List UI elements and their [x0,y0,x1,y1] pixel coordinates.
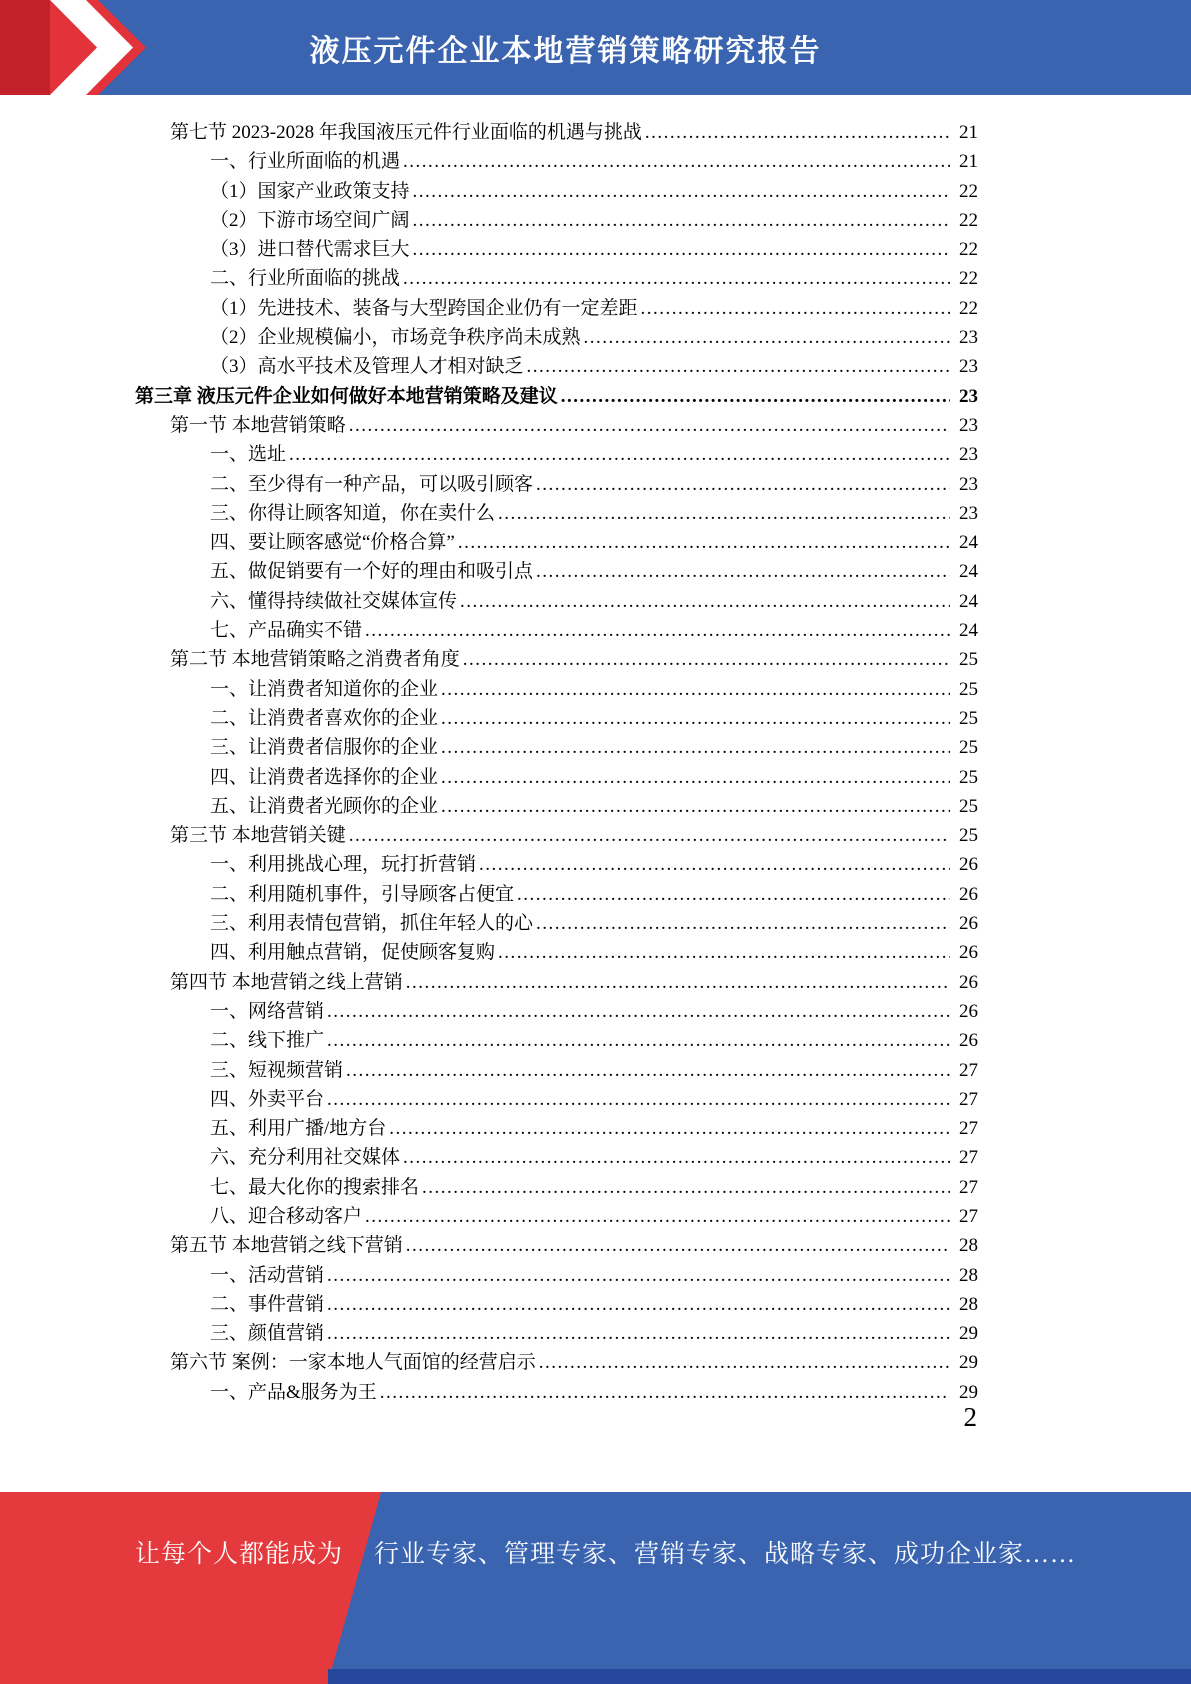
toc-page-number: 26 [959,1000,978,1022]
toc-row [135,1114,978,1143]
toc-dot-leader [536,557,950,586]
toc-entry-text: 三、颜值营销 [210,1323,325,1345]
toc-row [135,235,978,264]
toc-entry-text: 二、行业所面临的挑战 [210,268,401,290]
toc-entry-text: 五、利用广播/地方台 [210,1118,387,1140]
toc-row [135,792,978,821]
toc-dot-leader [327,1319,950,1348]
toc-dot-leader [527,352,950,381]
toc-dot-leader [349,411,950,440]
footer-dark-strip [328,1669,1191,1684]
toc-entry-text: 第三章 液压元件企业如何做好本地营销策略及建议 [135,385,558,407]
toc-row [135,587,978,616]
toc-dot-leader [463,645,950,674]
toc-dot-leader [498,499,950,528]
toc-page-number: 26 [959,942,978,964]
toc-dot-leader [441,733,950,762]
toc-dot-leader [365,1202,950,1231]
toc-dot-leader [441,763,950,792]
toc-dot-leader [403,1143,950,1172]
toc-entry-text: （1）国家产业政策支持 [210,180,410,202]
toc-entry-text: 二、让消费者喜欢你的企业 [210,707,439,729]
toc-row [135,323,978,352]
toc-page-number: 29 [959,1323,978,1345]
toc-row [135,1290,978,1319]
toc-row [135,763,978,792]
toc-row [135,499,978,528]
toc-row [135,470,978,499]
toc-page-number: 29 [959,1381,978,1403]
toc-dot-leader [441,792,950,821]
toc-page-number: 23 [959,414,978,436]
toc-page-number: 22 [959,268,978,290]
toc-entry-text: 一、利用挑战心理，玩打折营销 [210,854,477,876]
toc-entry-text: 第七节 2023-2028 年我国液压元件行业面临的机遇与挑战 [170,122,642,143]
toc-row [135,909,978,938]
toc-page-number: 26 [959,913,978,935]
toc-entry-text: 三、让消费者信服你的企业 [210,737,439,759]
toc-row [135,411,978,440]
toc-dot-leader [422,1173,950,1202]
toc-page-number: 23 [959,502,978,524]
toc-row [135,264,978,293]
toc-entry-text: 一、行业所面临的机遇 [210,151,401,173]
toc-dot-leader [584,323,950,352]
toc-dot-leader [441,675,950,704]
toc-entry-text: 三、短视频营销 [210,1059,344,1081]
toc-row [135,880,978,909]
toc-page-number: 28 [959,1264,978,1286]
toc-entry-text: 二、至少得有一种产品，可以吸引顾客 [210,473,534,495]
toc-entry-text: 第五节 本地营销之线下营销 [170,1235,403,1257]
toc-entry-text: 六、懂得持续做社交媒体宣传 [210,590,458,612]
toc-row [135,645,978,674]
toc-page-number: 27 [959,1059,978,1081]
toc-entry-text: （2）下游市场空间广阔 [210,209,410,231]
toc-dot-leader [460,587,950,616]
toc-entry-text: 三、你得让顾客知道，你在卖什么 [210,502,496,524]
toc-row [135,1202,978,1231]
toc-page-number: 21 [959,151,978,173]
toc-dot-leader [327,1261,950,1290]
toc-page-number: 22 [959,239,978,261]
toc-page-number: 29 [959,1352,978,1374]
toc-dot-leader [406,968,950,997]
toc-row [135,382,978,411]
toc-page-number: 26 [959,854,978,876]
toc-row [135,1173,978,1202]
toc-entry-text: （3）高水平技术及管理人才相对缺乏 [210,356,524,378]
toc-row [135,938,978,967]
toc-row [135,177,978,206]
toc-page-number: 23 [959,473,978,495]
toc-page-number: 27 [959,1205,978,1227]
toc-dot-leader [479,850,950,879]
toc-dot-leader [413,206,950,235]
toc-entry-text: 第四节 本地营销之线上营销 [170,971,403,993]
toc-page-number: 24 [959,561,978,583]
toc-entry-text: 四、外卖平台 [210,1088,325,1110]
toc-row [135,528,978,557]
toc-dot-leader [349,821,950,850]
toc-dot-leader [561,382,950,411]
toc-row [135,557,978,586]
chevron-right-icon [0,0,170,95]
toc-entry-text: （1）先进技术、装备与大型跨国企业仍有一定差距 [210,297,638,319]
toc-row [135,1231,978,1260]
toc-page-number: 27 [959,1118,978,1140]
toc-page-number: 24 [959,590,978,612]
toc-row [135,118,978,147]
footer-slogan-left: 让每个人都能成为 [135,1541,344,1568]
toc-dot-leader [645,118,950,147]
footer-red-block [0,1492,1191,1684]
footer-bar [0,1492,1191,1684]
toc-entry-text: 四、利用触点营销，促使顾客复购 [210,942,496,964]
toc-row [135,997,978,1026]
toc-page-number: 25 [959,795,978,817]
toc-dot-leader [403,147,950,176]
toc-page-number: 26 [959,883,978,905]
toc-entry-text: （3）进口替代需求巨大 [210,239,410,261]
toc-page-number: 25 [959,766,978,788]
toc-dot-leader [389,1114,950,1143]
page-number: 2 [963,1402,977,1432]
toc-dot-leader [536,909,950,938]
toc-entry-text: 七、产品确实不错 [210,620,363,642]
toc-entry-text: 二、事件营销 [210,1293,325,1315]
toc-row [135,440,978,469]
toc-row [135,850,978,879]
toc-row [135,1143,978,1172]
toc-row [135,1056,978,1085]
toc-page-number: 22 [959,297,978,319]
header-bar [0,0,1191,95]
toc-dot-leader [327,997,950,1026]
toc-row [135,1378,978,1407]
toc-dot-leader [517,880,950,909]
toc-page-number: 25 [959,825,978,847]
toc-row [135,1348,978,1377]
toc-entry-text: 二、线下推广 [210,1030,325,1052]
toc-dot-leader [327,1085,950,1114]
toc-dot-leader [498,938,950,967]
page-title: 液压元件企业本地营销策略研究报告 [309,34,822,68]
toc-entry-text: 四、让消费者选择你的企业 [210,766,439,788]
toc-page-number: 27 [959,1088,978,1110]
toc-entry-text: 第一节 本地营销策略 [170,414,346,436]
toc-dot-leader [403,264,950,293]
footer-slogan-right: 行业专家、管理专家、营销专家、战略专家、成功企业家…… [374,1541,1077,1568]
toc-dot-leader [327,1026,950,1055]
toc-page-number: 28 [959,1235,978,1257]
toc-row [135,352,978,381]
toc-entry-text: 一、让消费者知道你的企业 [210,678,439,700]
toc-page-number: 27 [959,1176,978,1198]
toc-page-number: 22 [959,180,978,202]
toc-entry-text: 八、迎合移动客户 [210,1205,363,1227]
toc-dot-leader [289,440,950,469]
toc-page-number: 23 [959,327,978,349]
toc-dot-leader [346,1056,950,1085]
toc-entry-text: 五、让消费者光顾你的企业 [210,795,439,817]
toc-dot-leader [413,235,950,264]
toc-entry-text: 第二节 本地营销策略之消费者角度 [170,649,460,671]
toc-entry-text: 第六节 案例：一家本地人气面馆的经营启示 [170,1352,536,1374]
toc-dot-leader [641,294,950,323]
toc-page-number: 23 [959,356,978,378]
table-of-contents [135,118,978,1407]
toc-entry-text: 一、网络营销 [210,1000,325,1022]
toc-entry-text: （2）企业规模偏小，市场竞争秩序尚未成熟 [210,327,581,349]
toc-row [135,147,978,176]
toc-page-number: 26 [959,971,978,993]
toc-row [135,616,978,645]
toc-row [135,968,978,997]
toc-dot-leader [441,704,950,733]
toc-page-number: 22 [959,209,978,231]
toc-dot-leader [365,616,950,645]
toc-row [135,1261,978,1290]
toc-row [135,206,978,235]
toc-row [135,294,978,323]
toc-page-number: 27 [959,1147,978,1169]
toc-page-number: 25 [959,649,978,671]
toc-entry-text: 一、活动营销 [210,1264,325,1286]
toc-entry-text: 第三节 本地营销关键 [170,825,346,847]
toc-page-number: 21 [959,122,978,143]
toc-entry-text: 七、最大化你的搜索排名 [210,1176,420,1198]
toc-entry-text: 五、做促销要有一个好的理由和吸引点 [210,561,534,583]
toc-row [135,821,978,850]
toc-page-number: 24 [959,532,978,554]
toc-dot-leader [413,177,950,206]
toc-page-number: 23 [959,385,978,407]
toc-dot-leader [458,528,950,557]
toc-page-number: 23 [959,444,978,466]
toc-entry-text: 二、利用随机事件，引导顾客占便宜 [210,883,515,905]
toc-dot-leader [539,1348,950,1377]
toc-dot-leader [406,1231,950,1260]
toc-row [135,1319,978,1348]
toc-row [135,704,978,733]
toc-row [135,675,978,704]
toc-dot-leader [380,1378,950,1407]
toc-page-number: 28 [959,1293,978,1315]
toc-page-number: 25 [959,678,978,700]
toc-page-number: 25 [959,737,978,759]
toc-dot-leader [536,470,950,499]
toc-entry-text: 一、选址 [210,444,287,466]
toc-entry-text: 三、利用表情包营销，抓住年轻人的心 [210,913,534,935]
toc-entry-text: 四、要让顾客感觉“价格合算” [210,532,455,554]
toc-page-number: 26 [959,1030,978,1052]
toc-row [135,1085,978,1114]
toc-row [135,733,978,762]
toc-entry-text: 一、产品&服务为王 [210,1381,377,1403]
toc-dot-leader [327,1290,950,1319]
toc-row [135,1026,978,1055]
toc-entry-text: 六、充分利用社交媒体 [210,1147,401,1169]
toc-page-number: 25 [959,707,978,729]
toc-page-number: 24 [959,620,978,642]
